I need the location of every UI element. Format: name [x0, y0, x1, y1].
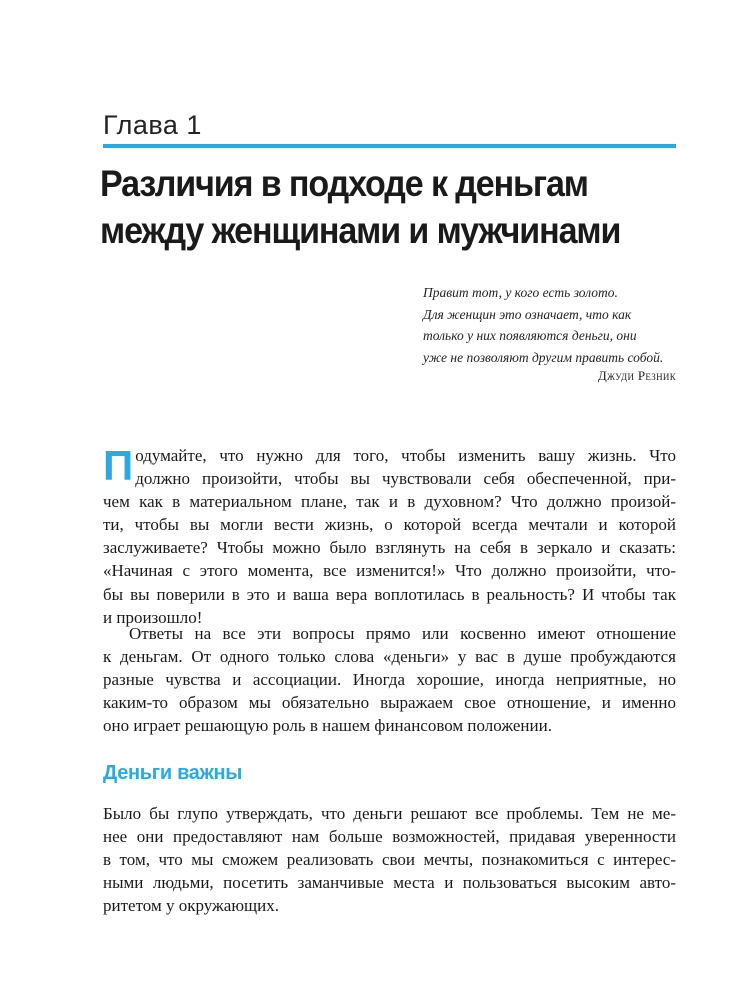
paragraph-2: [103, 622, 676, 737]
epigraph-line: Правит тот, у кого есть золото.: [423, 285, 618, 300]
text-line: «Начиная с этого момента, все изменится!» Что должно произойти, что-: [103, 561, 676, 581]
text-line: чем как в материальном плане, так и в духовном? Что должно произой-: [103, 492, 676, 512]
paragraph-1: [103, 444, 676, 629]
text-line: Было бы глупо утверждать, что деньги решают все проблемы. Тем не ме-: [103, 804, 676, 823]
epigraph: [423, 282, 683, 368]
text-line: заслуживаете? Чтобы можно было взглянуть на себя в зеркало и сказать:: [103, 538, 676, 558]
text-line: одумайте, что нужно для того, чтобы изменить вашу жизнь. Что: [135, 446, 676, 465]
epigraph-line: Для женщин это означает, что как: [423, 306, 632, 322]
text-line: ритетом у окружающих.: [103, 896, 279, 916]
section-heading: Деньги важны: [103, 762, 243, 784]
text-line: разные чувства и ассоциации. Иногда хорошие, иногда неприятные, но: [103, 670, 676, 690]
text-line: каким-то образом мы обязательно выражаем свое отношение, и именно: [103, 693, 676, 713]
text-line: к деньгам. От одного только слова «деньги» у вас в душе пробуждаются: [103, 647, 676, 667]
chapter-title: [100, 160, 652, 254]
epigraph-line: только у них появляются деньги, они: [423, 328, 637, 343]
chapter-rule: [103, 144, 676, 148]
text-line: нее они предоставляют нам больше возможностей, придавая уверенности: [103, 827, 676, 847]
text-line: в том, что мы сможем реализовать свои мечты, познакомиться с интерес-: [103, 850, 676, 870]
text-line: должно произойти, чтобы вы чувствовали себя обеспеченной, при-: [135, 469, 676, 489]
text-line: бы вы поверили в это и ваша вера воплотилась в реальность? И чтобы так: [103, 584, 676, 604]
chapter-title-line: между женщинами и мужчинами: [100, 210, 621, 251]
chapter-label: Глава 1: [103, 110, 202, 140]
text-line: и произошло!: [103, 607, 203, 627]
paragraph-3: [103, 802, 676, 917]
drop-cap: П: [103, 442, 134, 489]
text-line: оно играет решающую роль в нашем финансовом положении.: [103, 716, 552, 736]
epigraph-author: Джуди Резник: [597, 368, 676, 383]
text-line: Ответы на все эти вопросы прямо или косвенно имеют отношение: [129, 624, 676, 643]
text-line: ными людьми, посетить заманчивые места и пользоваться высоким авто-: [103, 873, 676, 893]
text-line: ти, чтобы вы могли вести жизнь, о которой всегда мечтали и которой: [103, 515, 676, 535]
epigraph-line: уже не позволяют другим править собой.: [423, 349, 664, 365]
chapter-title-line: Различия в подходе к деньгам: [100, 163, 588, 204]
